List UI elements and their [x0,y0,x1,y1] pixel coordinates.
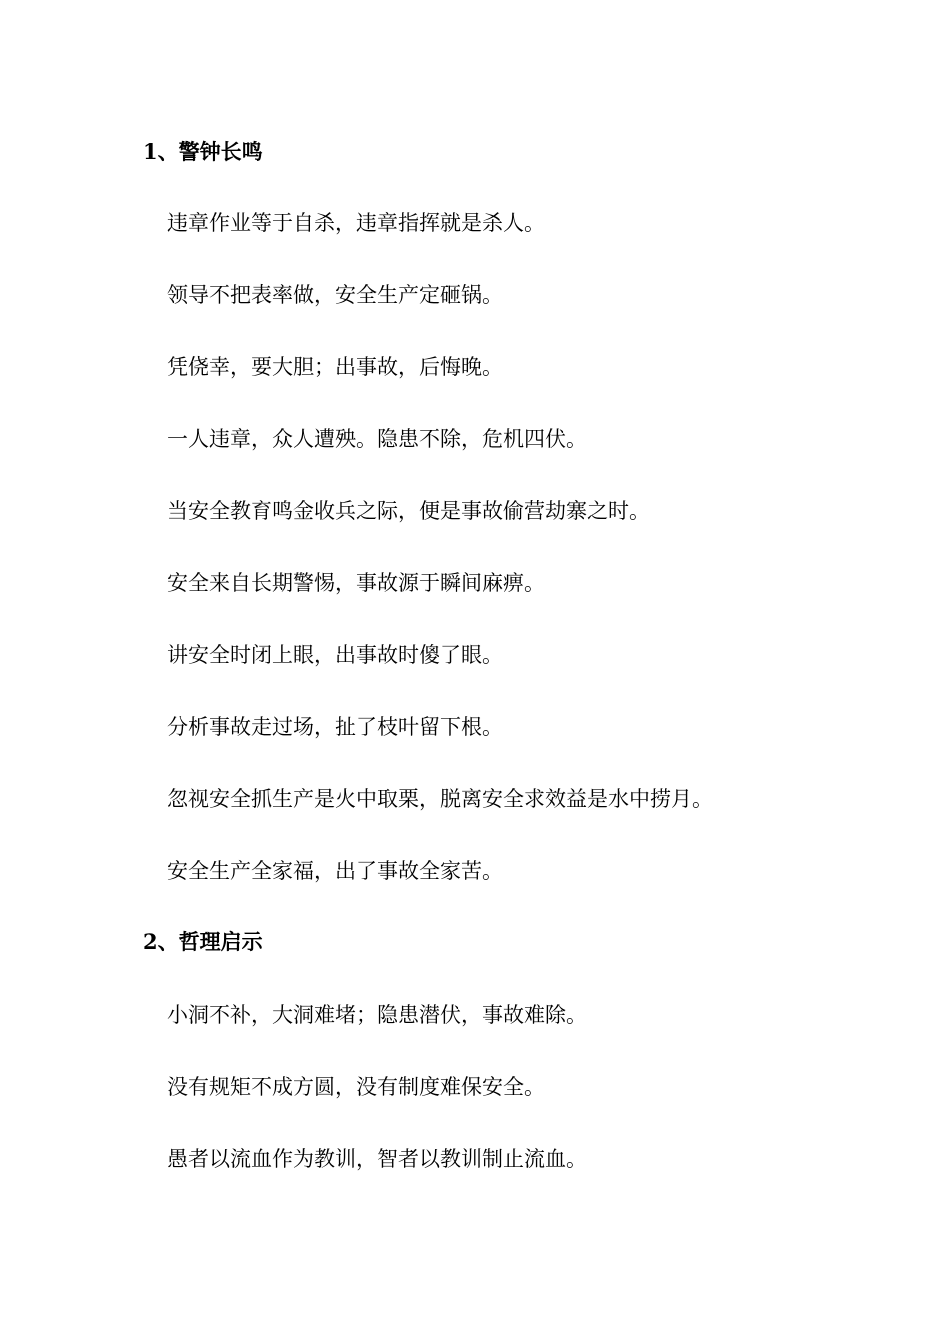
slogan-line: 领导不把表率做，安全生产定砸锅。 [167,283,503,307]
section-heading-1: 1、警钟长鸣 [143,139,263,164]
slogan-line: 愚者以流血作为教训，智者以教训制止流血。 [167,1147,587,1171]
slogan-line: 忽视安全抓生产是火中取栗，脱离安全求效益是水中捞月。 [167,787,713,811]
slogan-line: 小洞不补，大洞难堵；隐患潜伏，事故难除。 [167,1003,587,1027]
section-heading-2: 2、哲理启示 [143,929,263,954]
slogan-line: 分析事故走过场，扯了枝叶留下根。 [167,715,503,739]
slogan-line: 当安全教育鸣金收兵之际，便是事故偷营劫寨之时。 [167,499,650,523]
slogan-line: 一人违章，众人遭殃。隐患不除，危机四伏。 [167,427,587,451]
slogan-line: 违章作业等于自杀，违章指挥就是杀人。 [167,211,545,235]
slogan-line: 凭侥幸，要大胆；出事故，后悔晚。 [167,355,503,379]
slogan-line: 讲安全时闭上眼，出事故时傻了眼。 [167,643,503,667]
slogan-line: 安全生产全家福，出了事故全家苦。 [167,859,503,883]
slogan-line: 没有规矩不成方圆，没有制度难保安全。 [167,1075,545,1099]
slogan-line: 安全来自长期警惕，事故源于瞬间麻痹。 [167,571,545,595]
